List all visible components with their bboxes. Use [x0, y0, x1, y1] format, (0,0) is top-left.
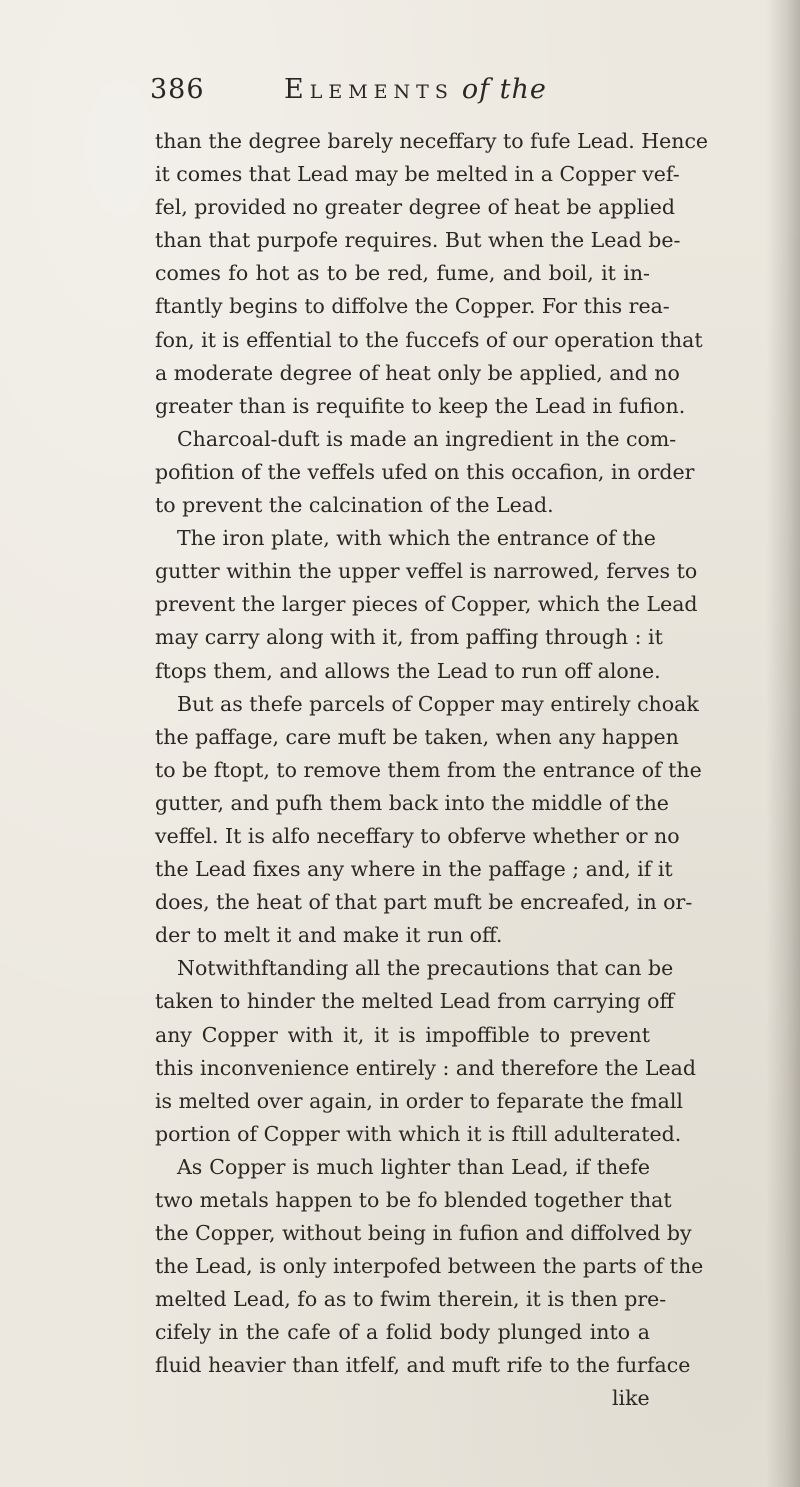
text-line: taken to hinder the melted Lead from carrying off [155, 989, 675, 1014]
text-line: the Copper, without being in fufion and diffolved by [155, 1221, 692, 1246]
text-line: der to melt it and make it run off. [155, 923, 503, 948]
text-line: it comes that Lead may be melted in a Copper vef- [155, 162, 680, 187]
text-line: portion of Copper with which it is ftill adulterated. [155, 1121, 682, 1146]
text-line: two metals happen to be fo blended together that [155, 1188, 672, 1212]
text-line: veffel. It is alfo neceffary to obferve whether or no [155, 823, 680, 848]
text-line: is melted over again, in order to feparate the fmall [155, 1088, 683, 1113]
text-line: pofition of the veffels ufed on this occafion, in order [155, 459, 695, 484]
page-number: 386 [150, 74, 205, 105]
text-line: fel, provided no greater degree of heat be applied [155, 195, 675, 220]
text-line: the Lead, is only interpofed between the parts of the [155, 1254, 704, 1279]
text-line: gutter within the upper veffel is narrowed, ferves to [155, 559, 698, 584]
text-line: than that purpofe requires. But when the Lead be- [155, 228, 681, 253]
text-line: greater than is requifite to keep the Lead in fufion. [155, 393, 686, 418]
catchword: like [612, 1386, 650, 1410]
text-line: to be ftopt, to remove them from the entrance of the [155, 757, 702, 782]
text-line: may carry along with it, from paffing through : it [155, 625, 663, 650]
running-title-tail: of the [461, 74, 547, 105]
text-line: melted Lead, fo as to fwim therein, it is then pre- [155, 1287, 667, 1312]
text-line: As Copper is much lighter than Lead, if thefe [177, 1154, 650, 1179]
text-line: does, the heat of that part muft be encreafed, in or- [155, 890, 693, 915]
text-line: the Lead fixes any where in the paffage ; and, if it [155, 857, 673, 882]
text-line: ftops them, and allows the Lead to run off alone. [155, 658, 661, 683]
text-line: the paffage, care muft be taken, when any happen [155, 724, 679, 749]
text-line: But as thefe parcels of Copper may entirely choak [177, 691, 699, 716]
text-line: than the degree barely neceffary to fufe Lead. Hence [155, 129, 709, 153]
page-edge-shadow [766, 0, 800, 1487]
text-line: a moderate degree of heat only be applied, and no [155, 360, 680, 385]
text-line: Notwithftanding all the precautions that can be [177, 956, 674, 981]
running-title [284, 74, 547, 105]
body-text [155, 125, 709, 1383]
text-line: fon, it is effential to the fuccefs of our operation that [155, 327, 703, 352]
page-header [150, 74, 650, 118]
text-line: cifely in the cafe of a folid body plunged into a [155, 1320, 650, 1345]
text-line: The iron plate, with which the entrance of the [177, 526, 656, 551]
text-line: to prevent the calcination of the Lead. [155, 493, 554, 518]
text-line: prevent the larger pieces of Copper, which the Lead [155, 592, 698, 617]
text-line: comes fo hot as to be red, fume, and boil, it in- [155, 261, 650, 286]
text-line: fluid heavier than itfelf, and muft rife to the furface [155, 1353, 691, 1378]
text-line: Charcoal-duft is made an ingredient in the com- [177, 426, 677, 451]
text-line: any Copper with it, it is impoffible to prevent [155, 1022, 650, 1047]
running-title-main: Elements [284, 74, 454, 105]
text-line: ftantly begins to diffolve the Copper. For this rea- [155, 294, 670, 319]
text-line: gutter, and pufh them back into the middle of the [155, 790, 669, 815]
text-line: this inconvenience entirely : and therefore the Lead [155, 1055, 697, 1080]
